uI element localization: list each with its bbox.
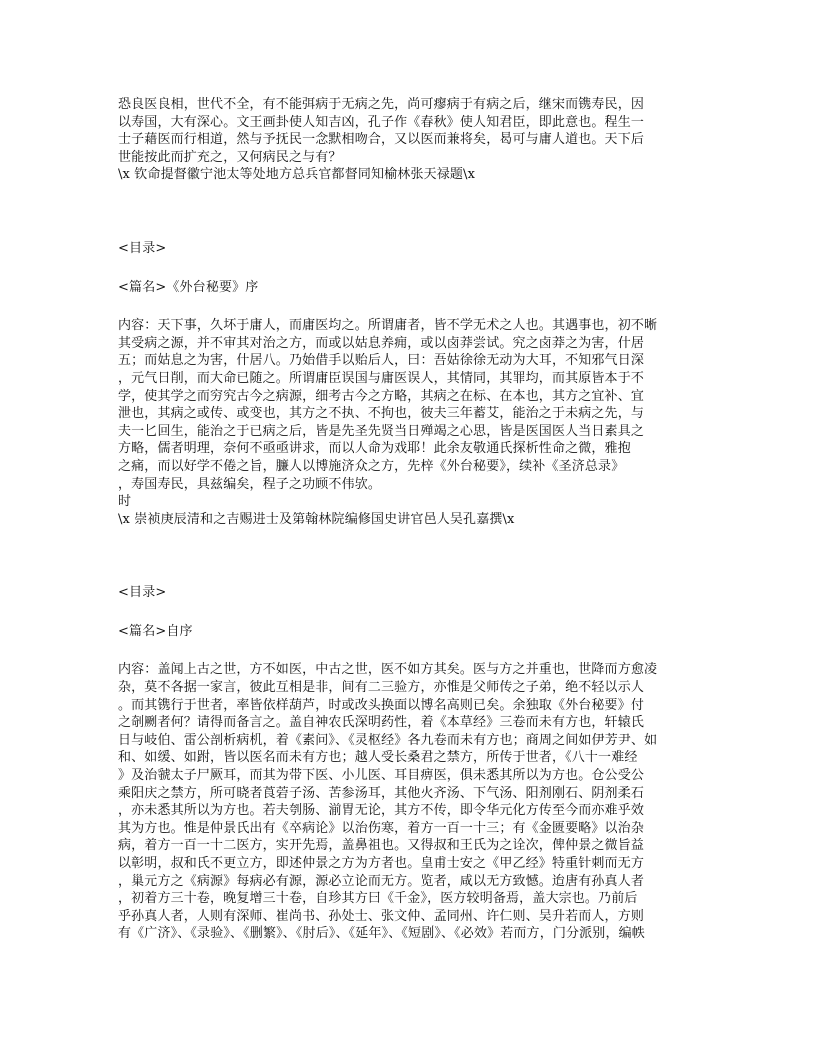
text-line: 以寿国，大有深心。文王画卦使人知吉凶，孔子作《春秋》使人知君臣，即此意也。程生一	[118, 114, 645, 130]
text-line: 之痛，而以好学不倦之旨，臁人以博施济众之方，先梓《外台秘要》，续补《圣济总录》	[118, 458, 625, 474]
text-line: 泄也，其病之或传、或变也，其方之不执、不拘也，彼夫三年蓄艾，能治之于未病之先，与	[118, 406, 645, 422]
text-line: 乘阳庆之禁方，所可晓者莨菪子汤、苦参汤耳，其他火齐汤、下气汤、阳剂刚石、阴剂柔石	[118, 785, 645, 801]
signature-line: \x 崇祯庚辰清和之吉赐进士及第翰林院编修国史讲官邑人吴孔嘉撰\x	[118, 511, 515, 527]
section-title: <篇名>自序	[118, 623, 193, 639]
section-self-preface	[118, 584, 702, 943]
text-line: 内容：盖闻上古之世，方不如医，中古之世，医不如方其矣。医与方之并重也，世降而方愈凌	[118, 662, 658, 678]
text-line: 和、如缓、如跗，皆以医名而未有方也；越人受长桑君之禁方，所传于世者，《八十一难经	[118, 750, 638, 766]
text-line: ，寿国寿民，具兹编矣，程子之功顾不伟欤。	[118, 476, 382, 492]
text-line: 其为方也。惟是仲景氏出有《卒病论》以治伤寒，着方一百一十三；有《金匮要略》以治杂	[118, 820, 645, 836]
text-line: 方略，儒者明理，奈何不亟亟讲求，而以人命为戏耶！此余友敬通氏探析性命之微，雅抱	[118, 441, 631, 457]
text-line: 以彰明，叔和氏不更立方，即述仲景之方为方者也。皇甫士安之《甲乙经》特重针刺而无方	[118, 856, 645, 871]
document-page	[118, 96, 702, 943]
text-line: 病，着方一百一十二医方，实开先焉，盖鼻祖也。又得叔和王氏为之诠次，俾仲景之微旨益	[118, 838, 645, 854]
section-preface	[118, 240, 702, 528]
text-line: 五；而姑息之为害，什居八。乃始借手以贻后人，曰：吾姑徐徐无动为大耳，不知邪气日深	[118, 353, 645, 369]
text-line: 士子藉医而行相道，然与予抚民一念默相吻合，又以医而兼将矣，曷可与庸人道也。天下后	[118, 132, 645, 148]
text-line: 》及治虢太子尸厥耳，而其为带下医、小儿医、耳目痹医，俱未悉其所以为方也。仓公受公	[118, 768, 645, 784]
text-line: ，初着方三十卷，晚复增三十卷，自珍其方曰《千金》，医方较明备焉，盖大宗也。乃前后	[118, 891, 638, 907]
toc-marker: <目录>	[118, 585, 167, 601]
text-line: 日与岐伯、雷公剖析病机，着《素问》、《灵枢经》各九卷而未有方也；商周之间如伊芳尹、如	[118, 732, 658, 748]
section-title: <篇名>《外台秘要》序	[118, 279, 259, 295]
signature-line: \x 钦命提督徽宁池太等处地方总兵官都督同知榆林张天禄题\x	[118, 167, 476, 183]
text-line: 。而其镌行于世者，率皆依样葫芦，时或改头换面以博名高则已矣。余独取《外台秘要》付	[118, 697, 645, 713]
text-line: 恐良医良相，世代不全，有不能弭病于无病之先，尚可瘳病于有病之后，继宋而镌寿民，因	[118, 97, 645, 112]
text-line: 杂，莫不各据一家言，彼此互相是非，间有二三验方，亦惟是父师传之子弟，绝不轻以示人	[118, 680, 645, 696]
intro-block	[118, 96, 702, 184]
text-line: 学，使其学之而穷究古今之病源，细考古今之方略，其病之在标、在本也，其方之宜补、宜	[118, 388, 645, 404]
text-line: 夫一匕回生，能治之于已病之后，皆是先圣先贤当日殚竭之心思，皆是医国医人当日素具之	[118, 423, 645, 439]
text-line: 之剞劂者何？请得而备言之。盖自神农氏深明药性，着《本草经》三卷而未有方也，轩辕氏	[118, 715, 645, 731]
text-line: 有《广济》、《录验》、《删繁》、《肘后》、《延年》、《短剧》、《必效》若而方，门分派别，编帙	[118, 926, 645, 942]
text-line: 内容：天下事，久坏于庸人，而庸医均之。所谓庸者，皆不学无术之人也。其遇事也，初不晰	[118, 318, 658, 334]
text-line: 时	[118, 494, 132, 510]
toc-marker: <目录>	[118, 240, 167, 256]
text-line: 乎孙真人者，人则有深师、崔尚书、孙处士、张文仲、孟同州、许仁则、吴升若而人，方则	[118, 908, 645, 924]
text-line: 世能按此而扩充之，又何病民之与有？	[118, 149, 342, 165]
text-line: 其受病之源，并不审其对治之方，而或以姑息养痈，或以卤莽尝试。究之卤莽之为害，什居	[118, 335, 645, 351]
text-line: ，元气日削，而大命已随之。所谓庸臣误国与庸医误人，其情同，其罪均，而其原皆本于不	[118, 370, 645, 386]
text-line: ，亦未悉其所以为方也。若夫刳肠、湔胃无论，其方不传，即令华元化方传至今而亦难乎效	[118, 803, 645, 819]
text-line: ，巢元方之《病源》每病必有源，源必立论而无方。览者，咸以无方致憾。迨唐有孙真人者	[118, 873, 645, 889]
